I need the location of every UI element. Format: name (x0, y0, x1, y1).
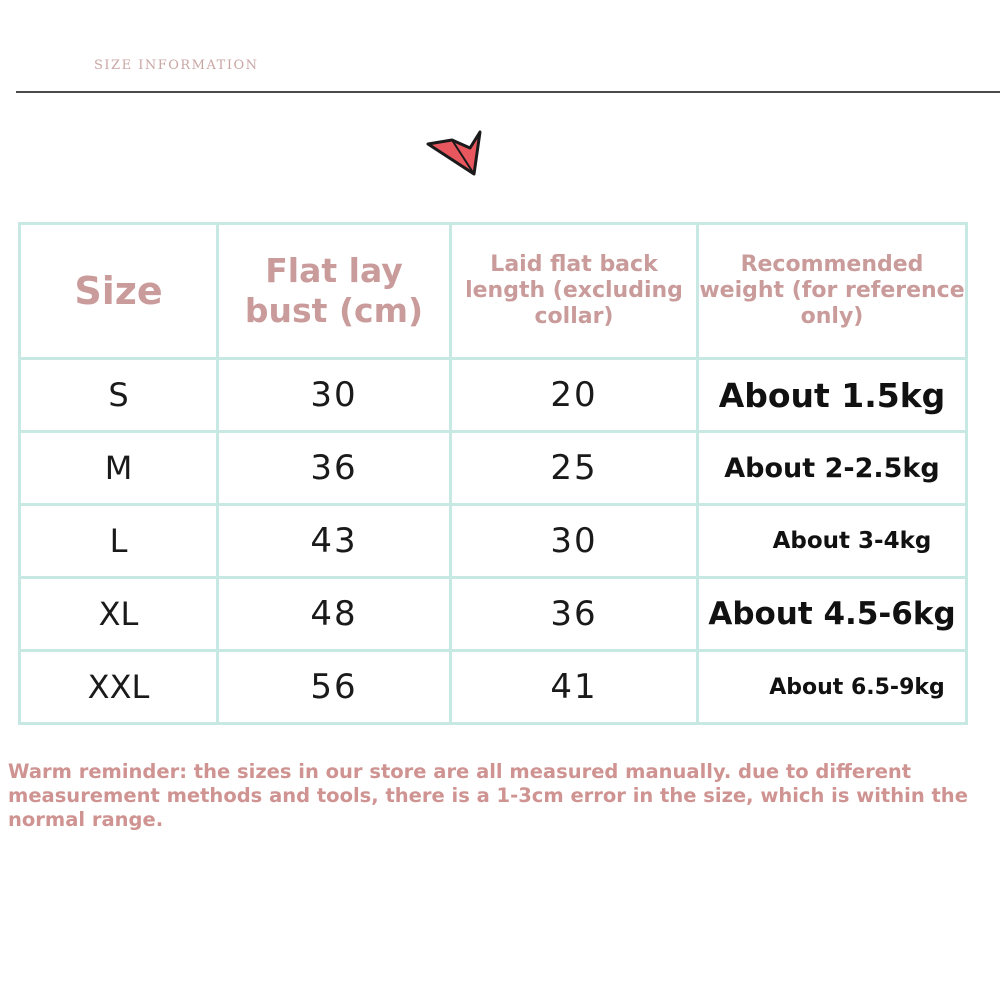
cell-back-length: 20 (451, 359, 698, 432)
size-reminder-note: Warm reminder: the sizes in our store are all measured manually. due to different measurement methods and tools, there is a 1-3cm error in the size, which is within the normal range. (8, 760, 968, 831)
cell-size: XXL (20, 651, 218, 724)
cell-size: L (20, 505, 218, 578)
header-bust: Flat lay bust (cm) (218, 224, 451, 359)
header-size: Size (20, 224, 218, 359)
cell-bust: 30 (218, 359, 451, 432)
cell-weight: About 3-4kg (698, 505, 967, 578)
header-back-length: Laid flat back length (excluding collar) (451, 224, 698, 359)
heart-icon (424, 128, 484, 180)
table-row (20, 505, 967, 578)
cell-bust: 36 (218, 432, 451, 505)
table-row (20, 432, 967, 505)
cell-weight: About 6.5-9kg (698, 651, 967, 724)
cell-weight: About 2-2.5kg (698, 432, 967, 505)
cell-weight: About 4.5-6kg (698, 578, 967, 651)
cell-back-length: 36 (451, 578, 698, 651)
table-row (20, 578, 967, 651)
cell-size: M (20, 432, 218, 505)
cell-bust: 56 (218, 651, 451, 724)
header-weight: Recommended weight (for reference only) (698, 224, 967, 359)
header-divider (16, 91, 1000, 93)
size-chart-table (18, 222, 968, 725)
cell-size: XL (20, 578, 218, 651)
section-title: SIZE INFORMATION (94, 58, 259, 73)
table-header-row (20, 224, 967, 359)
cell-bust: 43 (218, 505, 451, 578)
table-row (20, 359, 967, 432)
cell-size: S (20, 359, 218, 432)
table-row (20, 651, 967, 724)
cell-back-length: 30 (451, 505, 698, 578)
cell-weight: About 1.5kg (698, 359, 967, 432)
cell-back-length: 41 (451, 651, 698, 724)
cell-bust: 48 (218, 578, 451, 651)
cell-back-length: 25 (451, 432, 698, 505)
